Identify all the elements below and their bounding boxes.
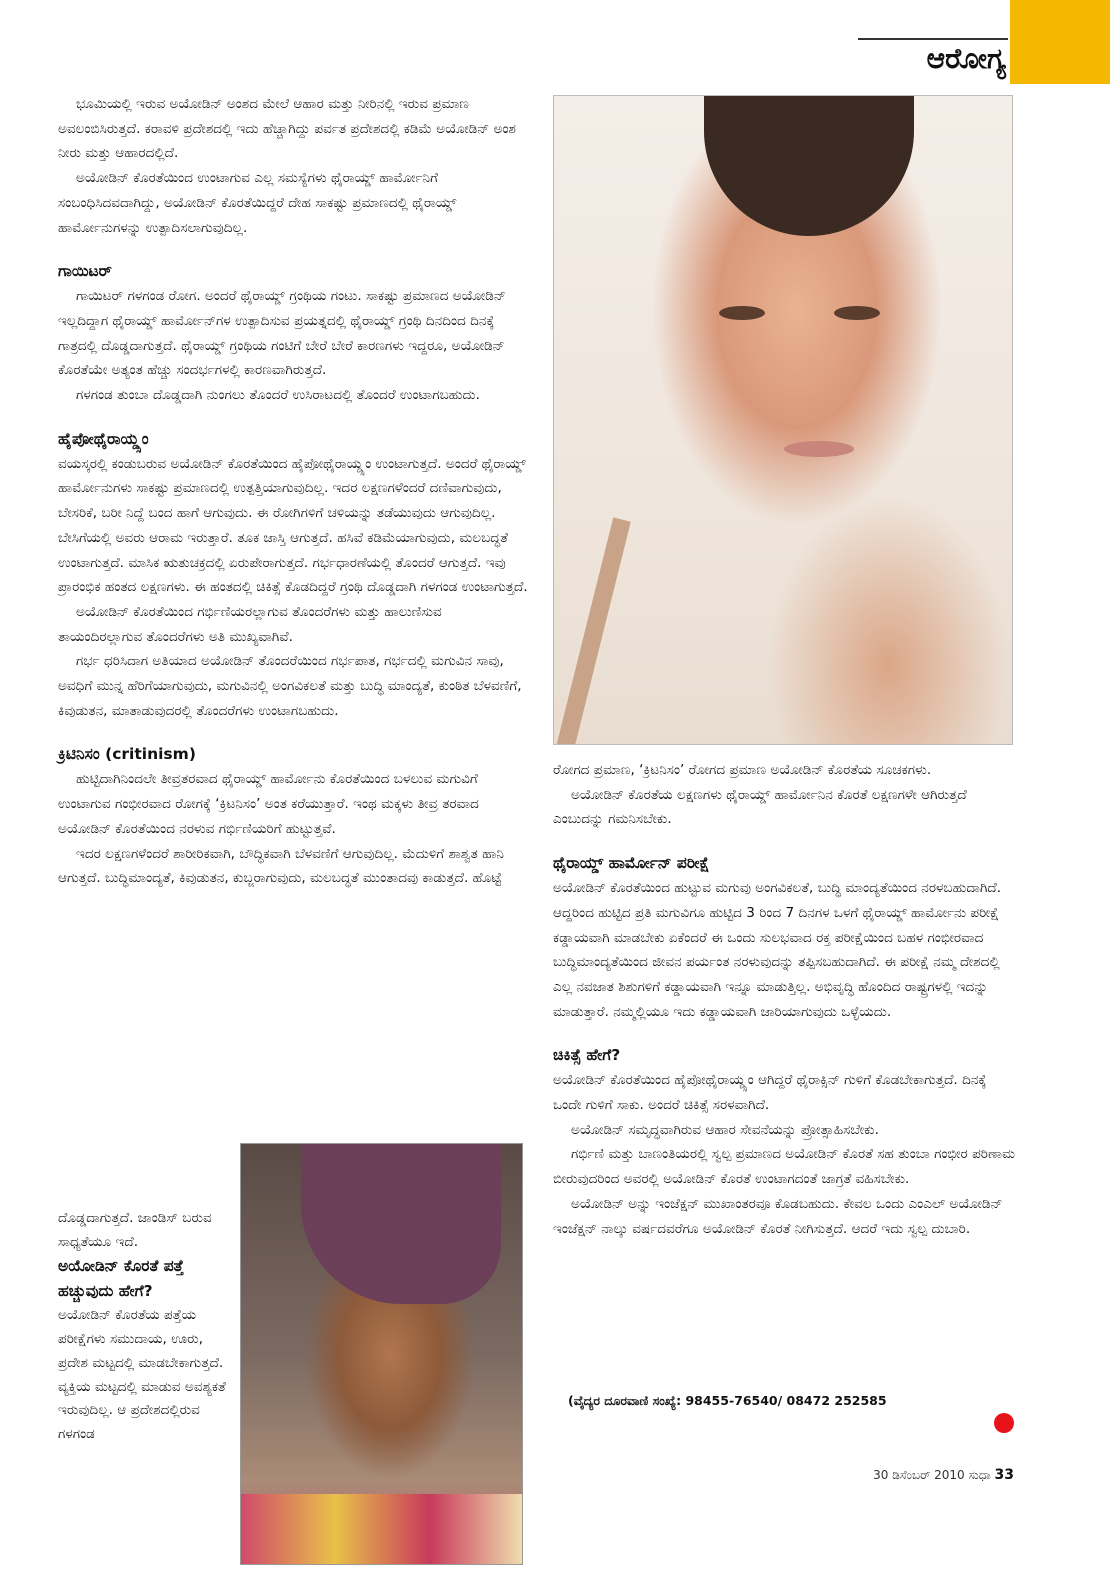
hair-shape (301, 1144, 501, 1304)
body-paragraph: ಹುಟ್ಟಿದಾಗಿನಿಂದಲೇ ತೀವ್ರತರವಾದ ಥೈರಾಯ್ಡ್ ಹಾರ್ಮೋನು ಕೊರತೆಯಿಂದ ಬಳಲುವ ಮಗುವಿಗೆ ಉಂಟಾಗುವ ಗಂಭೀರವಾದ ರೋಗಕ್ಕೆ ‘ಕ್ರಿಟನಿಸಂ’ ಅಂತ ಕರೆಯುತ್ತಾರೆ. ಇಂಥ ಮಕ್ಕಳು ತೀವ್ರ ತರವಾದ ಅಯೋಡಿನ್ ಕೊರತೆಯಿಂದ ನರಳುವ ಗರ್ಭಿಣಿಯರಿಗೆ ಹುಟ್ಟುತ್ತವೆ. (58, 771, 479, 837)
body-paragraph: ದೊಡ್ಡದಾಗುತ್ತದೆ. ಜಾಂಡಿಸ್ ಬರುವ ಸಾಧ್ಯತೆಯೂ ಇದೆ. (58, 1210, 212, 1250)
mouth-shape (784, 441, 854, 457)
doctor-phone: (ವೈದ್ಯರ ದೂರವಾಣಿ ಸಂಖ್ಯೆ: 98455-76540/ 08472 252585 (568, 1393, 887, 1408)
hair-shape (704, 96, 914, 236)
body-paragraph: ಗರ್ಭಿಣಿ ಮತ್ತು ಬಾಣಂತಿಯರಲ್ಲಿ ಸ್ವಲ್ಪ ಪ್ರಮಾಣದ ಅಯೋಡಿನ್ ಕೊರತೆ ಸಹ ತುಂಬಾ ಗಂಭೀರ ಪರಿಣಾಮ ಬೀರುವುದರಿಂದ ಅವರಲ್ಲಿ ಅಯೋಡಿನ್ ಕೊರತೆ ಉಂಟಾಗದಂತೆ ಜಾಗ್ರತೆ ವಹಿಸಬೇಕು. (553, 1146, 1016, 1188)
body-paragraph: ಅಯೋಡಿನ್ ಕೊರತೆಯಿಂದ ಹೈಪೋಥೈರಾಯ್ಡ್ಸಂ ಆಗಿದ್ದರೆ ಥೈರಾಕ್ಸಿನ್ ಗುಳಿಗೆ ಕೊಡಬೇಕಾಗುತ್ತದೆ. ದಿನಕ್ಕೆ ಒಂದೇ ಗುಳಿಗೆ ಸಾಕು. ಅಂದರೆ ಚಿಕಿತ್ಸೆ ಸರಳವಾಗಿದೆ. (553, 1072, 987, 1114)
page-footer (820, 1466, 1014, 1484)
left-column (58, 92, 530, 891)
section-color-tab (1010, 0, 1110, 84)
footer-magazine: ಸುಧಾ (968, 1468, 991, 1482)
body-paragraph: ಭೂಮಿಯಲ್ಲಿ ಇರುವ ಅಯೋಡಿನ್ ಅಂಶದ ಮೇಲೆ ಆಹಾರ ಮತ್ತು ನೀರಿನಲ್ಲಿ ಇರುವ ಪ್ರಮಾಣ ಅವಲಂಬಿಸಿರುತ್ತದೆ. ಕರಾವಳಿ ಪ್ರದೇಶದಲ್ಲಿ ಇದು ಹೆಚ್ಚಾಗಿದ್ದು ಪರ್ವತ ಪ್ರದೇಶದಲ್ಲಿ ಕಡಿಮೆ ಅಯೋಡಿನ್ ಅಂಶ ನೀರು ಮತ್ತು ಆಹಾರದಲ್ಲಿದೆ. (58, 96, 517, 162)
woman-photo (553, 95, 1013, 745)
body-paragraph: ಅಯೋಡಿನ್ ಕೊರತೆಯ ಲಕ್ಷಣಗಳು ಥೈರಾಯ್ಡ್ ಹಾರ್ಮೋನಿನ ಕೊರತೆ ಲಕ್ಷಣಗಳೇ ಆಗಿರುತ್ತದೆ ಎಂಬುದನ್ನು ಗಮನಿಸಬೇಕು. (553, 786, 967, 828)
body-paragraph: ಅಯೋಡಿನ್ ಕೊರತೆಯಿಂದ ಉಂಟಾಗುವ ಎಲ್ಲ ಸಮಸ್ಯೆಗಳು ಥೈರಾಯ್ಡ್ ಹಾರ್ಮೋನಿಗೆ ಸಂಬಂಧಿಸಿದವದಾಗಿದ್ದು, ಅಯೋಡಿನ್ ಕೊರತೆಯಿದ್ದರೆ ದೇಹ ಸಾಕಷ್ಟು ಪ್ರಮಾಣದಲ್ಲಿ ಥೈರಾಯ್ಡ್ ಹಾರ್ಮೋನುಗಳನ್ನು ಉತ್ಪಾದಿಸಲಾಗುವುದಿಲ್ಲ. (58, 170, 457, 236)
section-heading: ಹೈಪೋಥೈರಾಯ್ಡ್ಸಂ (58, 429, 149, 448)
section-title: ಆರೋಗ್ಯ (926, 42, 1006, 75)
body-paragraph: ಇದರ ಲಕ್ಷಣಗಳೆಂದರೆ ಶಾರೀರಿಕವಾಗಿ, ಬೌದ್ಧಿಕವಾಗಿ ಬೆಳವಣಿಗೆ ಆಗುವುದಿಲ್ಲ. ಮೆದುಳಿಗೆ ಶಾಶ್ವತ ಹಾನಿ ಆಗುತ್ತದೆ. ಬುದ್ಧಿಮಾಂದ್ಯತೆ, ಕಿವುಡುತನ, ಕುಬ್ಜರಾಗುವುದು, ಮಲಬದ್ಧತೆ ಮುಂತಾದವು ಕಾಡುತ್ತದೆ. ಹೊಟ್ಟೆ (58, 845, 504, 887)
strap-shape (555, 517, 631, 745)
end-mark (994, 1413, 1014, 1433)
section-heading: ಚಿಕಿತ್ಸೆ ಹೇಗೆ? (553, 1046, 621, 1065)
body-paragraph: ಗರ್ಭ ಧರಿಸಿದಾಗ ಅತಿಯಾದ ಅಯೋಡಿನ್ ತೊಂದರೆಯಿಂದ ಗರ್ಭಪಾತ, ಗರ್ಭದಲ್ಲಿ ಮಗುವಿನ ಸಾವು, ಅವಧಿಗೆ ಮುನ್ನ ಹೆರಿಗೆಯಾಗುವುದು, ಮಗುವಿನಲ್ಲಿ ಅಂಗವಿಕಲತೆ ಮತ್ತು ಬುದ್ಧಿ ಮಾಂದ್ಯತೆ, ಕುಂಠಿತ ಬೆಳವಣಿಗೆ, ಕಿವುಡುತನ, ಮಾತಾಡುವುದರಲ್ಲಿ ತೊಂದರೆಗಳು ಉಂಟಾಗಬಹುದು. (58, 653, 522, 719)
right-column (553, 758, 1018, 1241)
body-paragraph: ಅಯೋಡಿನ್ ಕೊರತೆಯ ಪತ್ತೆಯ ಪರೀಕ್ಷೆಗಳು ಸಮುದಾಯ, ಊರು, ಪ್ರದೇಶ ಮಟ್ಟದಲ್ಲಿ ಮಾಡಬೇಕಾಗುತ್ತದೆ. ವ್ಯಕ್ತಿಯ ಮಟ್ಟದಲ್ಲಿ ಮಾಡುವ ಅವಶ್ಯಕತೆ ಇರುವುದಿಲ್ಲ. ಆ ಪ್ರದೇಶದಲ್ಲಿರುವ ಗಳಗಂಡ (58, 1307, 226, 1442)
girl-photo (240, 1143, 523, 1565)
narrow-column (58, 1207, 234, 1447)
section-heading: ಕ್ರಿಟಿನಿಸಂ (critinism) (58, 745, 196, 764)
eye-shape (834, 306, 880, 320)
section-heading: ಥೈರಾಯ್ಡ್ ಹಾರ್ಮೋನ್ ಪರೀಕ್ಷೆ (553, 854, 710, 873)
body-paragraph: ಗಾಯಿಟರ್ ಗಳಗಂಡ ರೋಗ. ಅಂದರೆ ಥೈರಾಯ್ಡ್ ಗ್ರಂಥಿಯ ಗಂಟು. ಸಾಕಷ್ಟು ಪ್ರಮಾಣದ ಅಯೋಡಿನ್ ಇಲ್ಲದಿದ್ದಾಗ ಥೈರಾಯ್ಡ್ ಹಾರ್ಮೋನ್‌ಗಳ ಉತ್ಪಾದಿಸುವ ಪ್ರಯತ್ನದಲ್ಲಿ ಥೈರಾಯ್ಡ್ ಗ್ರಂಥಿ ದಿನದಿಂದ ದಿನಕ್ಕೆ ಗಾತ್ರದಲ್ಲಿ ದೊಡ್ಡದಾಗುತ್ತದೆ. ಥೈರಾಯ್ಡ್ ಗ್ರಂಥಿಯ ಗಂಟಿಗೆ ಬೇರೆ ಬೇರೆ ಕಾರಣಗಳು ಇದ್ದರೂ, ಅಯೋಡಿನ್ ಕೊರತೆಯೇ ಅತ್ಯಂತ ಹೆಚ್ಚು ಸಂದರ್ಭಗಳಲ್ಲಿ ಕಾರಣವಾಗಿರುತ್ತದೆ. (58, 288, 506, 379)
body-paragraph: ಅಯೋಡಿನ್ ಸಮೃದ್ಧವಾಗಿರುವ ಆಹಾರ ಸೇವನೆಯನ್ನು ಪ್ರೋತ್ಸಾಹಿಸಬೇಕು. (571, 1121, 879, 1138)
page-number: 33 (994, 1467, 1014, 1483)
footer-date: 30 ಡಿಸೆಂಬರ್ 2010 (873, 1468, 965, 1482)
section-heading: ಅಯೋಡಿನ್ ಕೊರತೆ ಪತ್ತೆ ಹಚ್ಚುವುದು ಹೇಗೆ? (58, 1257, 184, 1301)
body-paragraph: ವಯಸ್ಕರಲ್ಲಿ ಕಂಡುಬರುವ ಅಯೋಡಿನ್ ಕೊರತೆಯಿಂದ ಹೈಪೋಥೈರಾಯ್ಡ್ಸಂ ಉಂಟಾಗುತ್ತದೆ. ಅಂದರೆ ಥೈರಾಯ್ಡ್ ಹಾರ್ಮೋನುಗಳು ಸಾಕಷ್ಟು ಪ್ರಮಾಣದಲ್ಲಿ ಉತ್ಪತ್ತಿಯಾಗುವುದಿಲ್ಲ. ಇದರ ಲಕ್ಷಣಗಳೆಂದರೆ ದಣಿವಾಗುವುದು, ಬೇಸರಿಕೆ, ಬರೀ ನಿದ್ದೆ ಬಂದ ಹಾಗೆ ಆಗುವುದು. ಈ ರೋಗಿಗಳಿಗೆ ಚಳಿಯನ್ನು ತಡೆಯುವುದು ಆಗುವುದಿಲ್ಲ. ಬೇಸಿಗೆಯಲ್ಲಿ ಅವರು ಆರಾಮ ಇರುತ್ತಾರೆ. ತೂಕ ಜಾಸ್ತಿ ಆಗುತ್ತದೆ. ಹಸಿವೆ ಕಡಿಮೆಯಾಗುವುದು, ಮಲಬದ್ಧತೆ ಉಂಟಾಗುತ್ತದೆ. ಮಾಸಿಕ ಋತುಚಕ್ರದಲ್ಲಿ ಏರುಪೇರಾಗುತ್ತದೆ. ಗರ್ಭಧಾರಣೆಯಲ್ಲಿ ತೊಂದರೆ ಆಗುತ್ತದೆ. ಇವು ಪ್ರಾರಂಭಿಕ ಹಂತದ ಲಕ್ಷಣಗಳು. ಈ ಹಂತದಲ್ಲಿ ಚಿಕಿತ್ಸೆ ಕೊಡದಿದ್ದರೆ ಗ್ರಂಥಿ ದೊಡ್ಡದಾಗಿ ಗಳಗಂಡ ಉಂಟಾಗುತ್ತದೆ. (58, 455, 528, 596)
body-paragraph: ರೋಗದ ಪ್ರಮಾಣ, ‘ಕ್ರಿಟನಿಸಂ’ ರೋಗದ ಪ್ರಮಾಣ ಅಯೋಡಿನ್ ಕೊರತೆಯ ಸೂಚಕಗಳು. (553, 762, 932, 778)
section-heading: ಗಾಯಿಟರ್ (58, 262, 112, 281)
body-paragraph: ಅಯೋಡಿನ್ ಕೊರತೆಯಿಂದ ಹುಟ್ಟುವ ಮಗುವು ಅಂಗವಿಕಲತೆ, ಬುದ್ಧಿ ಮಾಂದ್ಯತೆಯಿಂದ ನರಳಬಹುದಾಗಿದೆ. ಆದ್ದರಿಂದ ಹುಟ್ಟಿದ ಪ್ರತಿ ಮಗುವಿಗೂ ಹುಟ್ಟಿದ 3 ರಿಂದ 7 ದಿನಗಳ ಒಳಗೆ ಥೈರಾಯ್ಡ್ ಹಾರ್ಮೋನು ಪರೀಕ್ಷೆ ಕಡ್ಡಾಯವಾಗಿ ಮಾಡಬೇಕು ಏಕೆಂದರೆ ಈ ಒಂದು ಸುಲಭವಾದ ರಕ್ತ ಪರೀಕ್ಷೆಯಿಂದ ಬಹಳ ಗಂಭೀರವಾದ ಬುದ್ಧಿಮಾಂದ್ಯತೆಯಿಂದ ಜೀವನ ಪರ್ಯಂತ ನರಳುವುದನ್ನು ತಪ್ಪಿಸಬಹುದಾಗಿದೆ. ಈ ಪರೀಕ್ಷೆ ನಮ್ಮ ದೇಶದಲ್ಲಿ ಎಲ್ಲ ನವಜಾತ ಶಿಶುಗಳಿಗೆ ಕಡ್ಡಾಯವಾಗಿ ಇನ್ನೂ ಮಾಡುತ್ತಿಲ್ಲ. ಅಭಿವೃದ್ಧಿ ಹೊಂದಿದ ರಾಷ್ಟ್ರಗಳಲ್ಲಿ ಇದನ್ನು ಮಾಡುತ್ತಾರೆ. ನಮ್ಮಲ್ಲಿಯೂ ಇದು ಕಡ್ಡಾಯವಾಗಿ ಜಾರಿಯಾಗುವುದು ಒಳ್ಳೆಯದು. (553, 880, 1002, 1020)
body-paragraph: ಗಳಗಂಡ ತುಂಬಾ ದೊಡ್ಡದಾಗಿ ನುಂಗಲು ತೊಂದರೆ ಉಸಿರಾಟದಲ್ಲಿ ತೊಂದರೆ ಉಂಟಾಗಬಹುದು. (76, 387, 480, 404)
eye-shape (719, 306, 765, 320)
cloth-shape (241, 1494, 523, 1564)
body-paragraph: ಅಯೋಡಿನ್ ಕೊರತೆಯಿಂದ ಗರ್ಭಿಣಿಯರಲ್ಲಾಗುವ ತೊಂದರೆಗಳು ಮತ್ತು ಹಾಲುಣಿಸುವ ತಾಯಂದಿರಲ್ಲಾಗುವ ತೊಂದರೆಗಳು ಅತಿ ಮುಖ್ಯವಾಗಿವೆ. (58, 603, 442, 645)
body-paragraph: ಅಯೋಡಿನ್ ಅನ್ನು ಇಂಜೆಕ್ಷನ್ ಮುಖಾಂತರವೂ ಕೊಡಬಹುದು. ಕೇವಲ ಒಂದು ಎಂಎಲ್ ಅಯೋಡಿನ್ ಇಂಜೆಕ್ಷನ್ ನಾಲ್ಕು ವರ್ಷದವರೆಗೂ ಅಯೋಡಿನ್ ಕೊರತೆ ನೀಗಿಸುತ್ತದೆ. ಆದರೆ ಇದು ಸ್ವಲ್ಪ ದುಬಾರಿ. (553, 1195, 1003, 1237)
